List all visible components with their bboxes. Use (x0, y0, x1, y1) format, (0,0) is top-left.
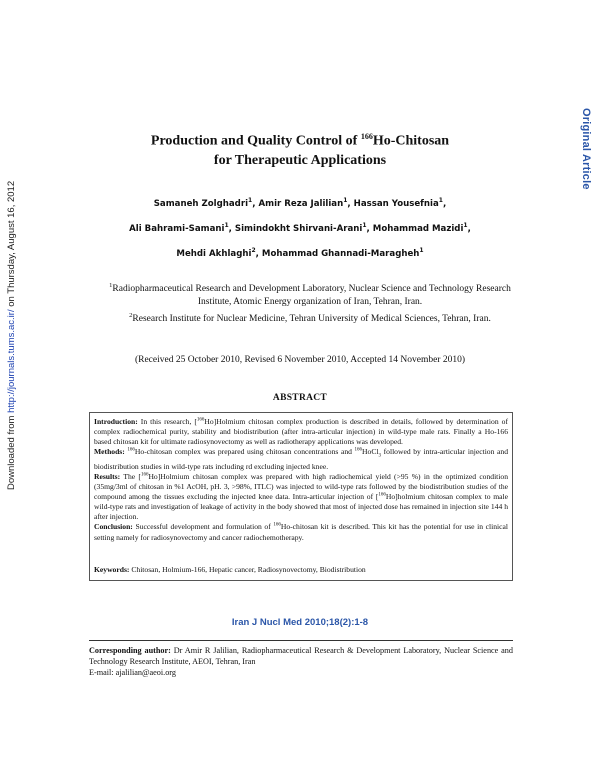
abstract-conclusion: Conclusion: Successful development and formulation of $^{166}$Ho-chitosan kit is described. This kit has the potential for use in clinical setting namely for radiosynovectomy and cancer radiochemotherapy. (94, 522, 508, 542)
author: Amir Reza Jalilian$^1$, (258, 197, 354, 209)
abstract-heading: ABSTRACT (272, 393, 328, 403)
download-prefix: Downloaded from (6, 412, 17, 490)
author: Mehdi Akhlaghi$^2$, (176, 246, 262, 259)
paper-title: Production and Quality Control of $^{166}$Ho-Chitosan for Therapeutic Applications (150, 132, 450, 168)
author: Samaneh Zolghadri$^1$, (153, 197, 259, 209)
abstract-introduction: Introduction: In this research, [$^{166}$Ho]Holmium chitosan complex production is described in details, followed by determination of complex radiochemical purity, stability and biodistribution (after intra-articular injection) in wild-type male rats. Finally a Ho-166 based chitosan kit for ultimate radiosynovectomy as well as radiotherapy applications was developed. (94, 417, 508, 447)
corresponding-author: Corresponding author: Dr Amir R Jalilian, Radiopharmaceutical Research & Development Laboratory, Nuclear Science and Technology Research Institute, AEOI, Tehran, Iran E-mail: ajalilian@aeoi.org (89, 646, 513, 677)
received-dates: (Received 25 October 2010, Revised 6 November 2010, Accepted 14 November 2010) (134, 355, 466, 365)
author: Hassan Yousefnia$^1$, (353, 197, 447, 209)
journal-citation: Iran J Nucl Med 2010;18(2):1-8 (231, 617, 369, 628)
footnote-divider (89, 640, 513, 641)
abstract-keywords: Keywords: Chitosan, Holmium-166, Hepatic cancer, Radiosynovectomy, Biodistribution (94, 564, 366, 574)
author: Simindokht Shirvani-Arani$^1$, (234, 221, 373, 234)
abstract-methods: Methods: $^{166}$Ho-chitosan complex was prepared using chitosan concentrations and $^{166}$HoCl$_3$ followed by intra-articular injection and biodistribution studies in wild-type rats including rd excluding injected knee. (94, 447, 508, 471)
corresponding-email[interactable]: E-mail: ajalilian@aeoi.org (89, 668, 176, 677)
article-type-label: Original Article (580, 108, 592, 190)
abstract-results: Results: The [$^{166}$Ho]Holmium chitosan complex was prepared with high radiochemical yield (>95 %) in the optimized condition (35mg/3ml of chitosan in %1 AcOH, pH. 3, >98%, ITLC) was injected to wild-type rats followed by the biodistribution studies of the compound among the tissues excluding the injected knee data. Intra-articular injection of [$^{166}$Ho]holmium chitosan complex to male wild-type rats and investigation of leakage of activity in the body showed that most of injected dose has remained in injection site 144 h after injection. (94, 471, 508, 522)
author: Ali Bahrami-Samani$^1$, (129, 221, 235, 234)
download-date: on Thursday, August 16, 2012 (6, 180, 17, 310)
journal-link[interactable]: http://journals.tums.ac.ir/ (6, 309, 17, 413)
affiliations (100, 279, 520, 326)
author: Mohammad Mazidi$^1$, (372, 221, 471, 234)
author-list (0, 190, 600, 265)
affiliation: $^1$Radiopharmaceutical Research and Development Laboratory, Nuclear Science and Technology Research Institute, Atomic Energy organization of Iran, Tehran, Iran. (109, 282, 511, 308)
author: Mohammad Ghannadi-Maragheh$^1$ (261, 246, 424, 259)
affiliation: $^2$Research Institute for Nuclear Medicine, Tehran University of Medical Sciences, Tehran, Iran. (129, 312, 491, 325)
abstract-box (89, 412, 513, 581)
